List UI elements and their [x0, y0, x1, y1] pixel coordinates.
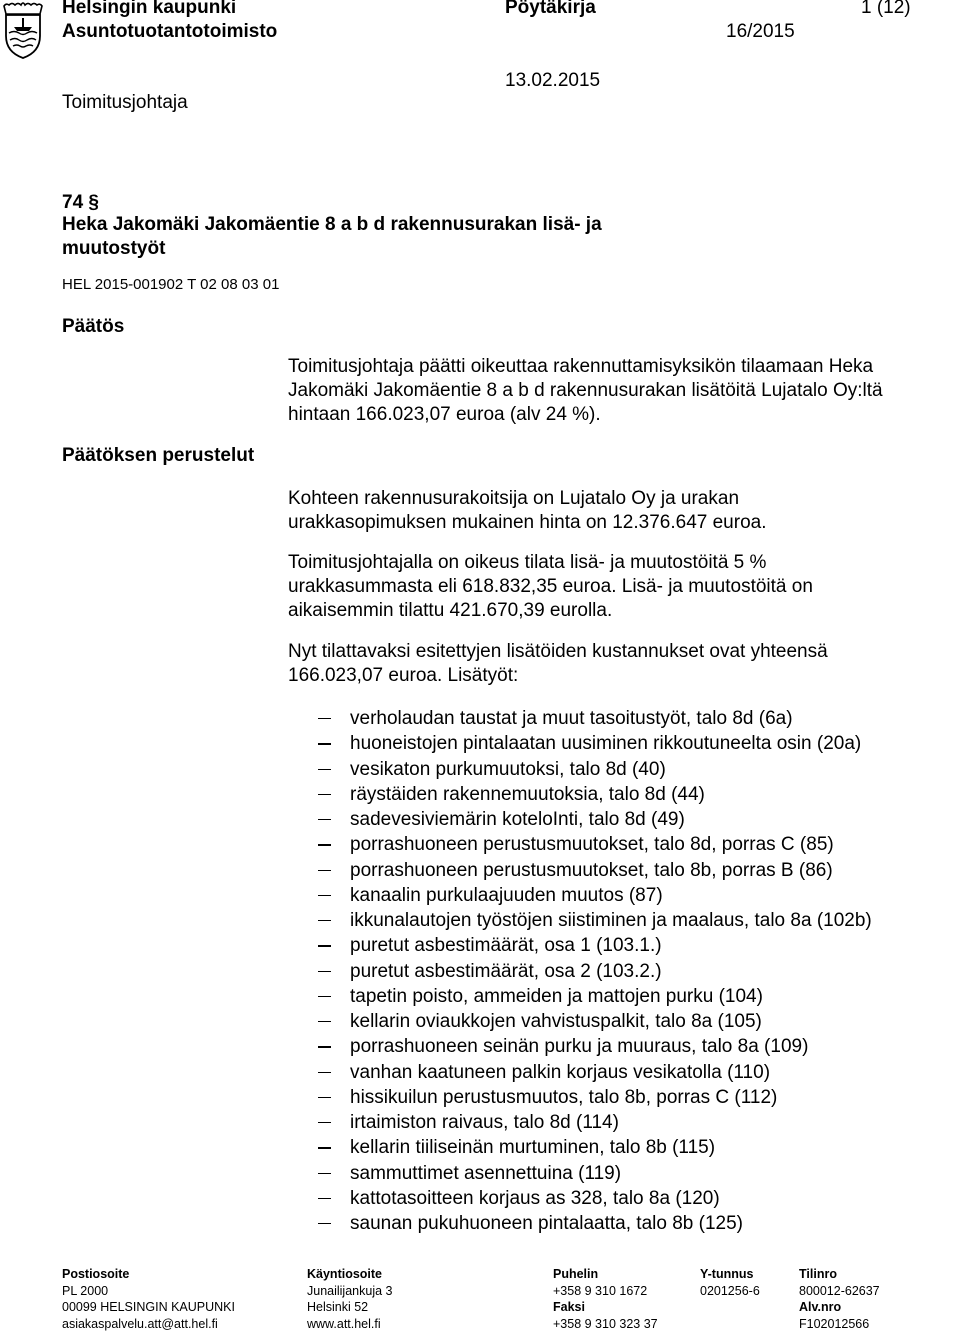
footer-phone [553, 1266, 658, 1332]
section-symbol: § [88, 192, 99, 213]
list-item-text: puretut asbestimäärät, osa 1 (103.1.) [350, 935, 662, 957]
reasons-paragraph [288, 551, 938, 623]
list-item [288, 782, 872, 807]
list-item [288, 807, 872, 832]
list-item-text: vesikaton purkumuutoksi, talo 8d (40) [350, 758, 666, 780]
list-item [288, 1060, 872, 1085]
list-item [288, 1110, 872, 1135]
list-item-text: kattotasoitteen korjaus as 328, talo 8a (120) [350, 1187, 720, 1209]
list-item [288, 883, 872, 908]
footer-value: 800012-62637 [799, 1283, 880, 1298]
footer-email-link[interactable]: asiakaspalvelu.att@att.hel.fi [62, 1316, 218, 1331]
footer-visit [307, 1266, 392, 1332]
list-item [288, 984, 872, 1009]
list-item [288, 1186, 872, 1211]
list-item [288, 1034, 872, 1059]
case-number-value: 74 [62, 192, 84, 213]
dash-bullet-icon [318, 1072, 331, 1073]
list-item [288, 706, 872, 731]
record-id: HEL 2015-001902 T 02 08 03 01 [62, 276, 280, 293]
list-item [288, 832, 872, 857]
list-item [288, 933, 872, 958]
paragraph-line: hintaan 166.023,07 euroa (alv 24 %). [288, 404, 601, 425]
footer-value: 0201256-6 [700, 1283, 760, 1298]
list-item-text: hissikuilun perustusmuutos, talo 8b, porras C (112) [350, 1086, 778, 1108]
dash-bullet-icon [318, 1198, 331, 1199]
list-item-text: verholaudan taustat ja muut tasoitustyöt, talo 8d (6a) [350, 708, 793, 729]
additional-works-list [288, 706, 872, 1236]
footer-label: Postiosoite [62, 1267, 130, 1281]
paragraph-line: Jakomäki Jakomäentie 8 a b d rakennusurakan lisätöitä Lujatalo Oy:ltä [288, 380, 883, 401]
case-title-line: Heka Jakomäki Jakomäentie 8 a b d rakennusurakan lisä- ja [62, 214, 602, 235]
paragraph-line: Nyt tilattavaksi esitettyjen lisätöiden kustannukset ovat yhteensä [288, 641, 828, 662]
list-item-text: vanhan kaatuneen palkin korjaus vesikatolla (110) [350, 1061, 771, 1083]
list-item-text: porrashuoneen seinän purku ja muuraus, talo 8a (109) [350, 1036, 809, 1058]
list-item-text: irtaimiston raivaus, talo 8d (114) [350, 1112, 619, 1133]
footer-value: Helsinki 52 [307, 1300, 369, 1314]
dash-bullet-icon [318, 844, 331, 845]
meeting-date: 13.02.2015 [505, 70, 601, 91]
paragraph-line: 166.023,07 euroa. Lisätyöt: [288, 665, 519, 686]
list-item-text: räystäiden rakennemuutoksia, talo 8d (44) [350, 783, 705, 805]
dash-bullet-icon [318, 1223, 331, 1224]
list-item [288, 959, 872, 984]
footer-label: Y-tunnus [700, 1267, 754, 1281]
dash-bullet-icon [318, 996, 331, 997]
footer-label: Käyntiosoite [307, 1267, 383, 1281]
paragraph-line: Toimitusjohtajalla on oikeus tilata lisä- ja muutostöitä 5 % [288, 552, 767, 573]
list-item [288, 858, 872, 883]
case-title-line: muutostyöt [62, 238, 166, 259]
footer-value: 00099 HELSINGIN KAUPUNKI [62, 1300, 235, 1314]
footer-value: +358 9 310 1672 [553, 1283, 648, 1298]
decision-paragraph [288, 355, 938, 427]
list-item [288, 1009, 872, 1034]
dash-bullet-icon [318, 1147, 331, 1148]
dash-bullet-icon [318, 819, 331, 820]
reasons-heading: Päätöksen perustelut [62, 445, 255, 466]
dash-bullet-icon [318, 718, 331, 719]
dash-bullet-icon [318, 794, 331, 795]
footer-label: Tilinro [799, 1267, 837, 1281]
footer-value: F102012566 [799, 1316, 870, 1331]
list-item-text: porrashuoneen perustusmuutokset, talo 8d, porras C (85) [350, 834, 834, 856]
footer-label: Alv.nro [799, 1300, 842, 1314]
list-item-text: kellarin oviaukkojen vahvistuspalkit, talo 8a (105) [350, 1011, 762, 1032]
list-item-text: kanaalin purkulaajuuden muutos (87) [350, 884, 663, 906]
dash-bullet-icon [318, 1122, 331, 1123]
dash-bullet-icon [318, 945, 331, 946]
list-item [288, 757, 872, 782]
list-item [288, 908, 872, 933]
dash-bullet-icon [318, 769, 331, 770]
list-item-text: sadevesiviemärin koteloInti, talo 8d (49) [350, 809, 685, 830]
footer-value: Junailijankuja 3 [307, 1283, 393, 1298]
list-item [288, 1135, 872, 1160]
paragraph-line: aikaisemmin tilattu 421.670,39 eurolla. [288, 600, 613, 621]
paragraph-line: urakkasopimuksen mukainen hinta on 12.376.647 euroa. [288, 512, 767, 533]
paragraph-line: urakkasummasta eli 618.832,35 euroa. Lisä- ja muutostöitä on [288, 576, 813, 597]
footer-label: Puhelin [553, 1267, 599, 1281]
footer-value: +358 9 310 323 37 [553, 1316, 658, 1331]
dash-bullet-icon [318, 1173, 331, 1174]
case-number [62, 192, 99, 214]
dash-bullet-icon [318, 1097, 331, 1098]
document-type: Pöytäkirja [505, 0, 596, 18]
dash-bullet-icon [318, 743, 331, 744]
dash-bullet-icon [318, 1046, 331, 1047]
list-item [288, 1085, 872, 1110]
dash-bullet-icon [318, 920, 331, 921]
list-item-text: kellarin tiiliseinän murtuminen, talo 8b (115) [350, 1137, 716, 1159]
dash-bullet-icon [318, 870, 331, 871]
dash-bullet-icon [318, 971, 331, 972]
decision-heading: Päätös [62, 316, 125, 337]
list-item-text: porrashuoneen perustusmuutokset, talo 8b, porras B (86) [350, 859, 833, 881]
footer-website-link[interactable]: www.att.hel.fi [307, 1316, 381, 1331]
list-item [288, 1211, 872, 1236]
list-item [288, 1161, 872, 1186]
reasons-paragraph [288, 487, 938, 535]
dash-bullet-icon [318, 1021, 331, 1022]
paragraph-line: Toimitusjohtaja päätti oikeuttaa rakennuttamisyksikön tilaamaan Heka [288, 356, 874, 377]
list-item-text: huoneistojen pintalaatan uusiminen rikkoutuneelta osin (20a) [350, 733, 862, 755]
helsinki-coat-of-arms-icon [0, 0, 46, 60]
paragraph-line: Kohteen rakennusurakoitsija on Lujatalo Oy ja urakan [288, 488, 740, 509]
list-item-text: tapetin poisto, ammeiden ja mattojen purku (104) [350, 985, 763, 1007]
list-item-text: saunan pukuhuoneen pintalaatta, talo 8b (125) [350, 1213, 743, 1234]
reasons-paragraph [288, 640, 938, 688]
list-item [288, 731, 872, 756]
list-item-text: puretut asbestimäärät, osa 2 (103.2.) [350, 960, 662, 982]
org-name: Helsingin kaupunki [62, 0, 237, 18]
list-item-text: ikkunalautojen työstöjen siistiminen ja maalaus, talo 8a (102b) [350, 910, 872, 931]
case-title [62, 213, 682, 261]
footer-ytunnus [700, 1266, 760, 1299]
unit-name: Asuntotuotantotoimisto [62, 21, 278, 42]
footer-value: PL 2000 [62, 1283, 109, 1298]
dash-bullet-icon [318, 895, 331, 896]
footer-postal [62, 1266, 235, 1332]
page-number: 1 (12) [861, 0, 911, 18]
document-number: 16/2015 [726, 21, 795, 42]
list-item-text: sammuttimet asennettuina (119) [350, 1162, 622, 1184]
footer-label: Faksi [553, 1300, 585, 1314]
role-label: Toimitusjohtaja [62, 92, 188, 113]
footer-account [799, 1266, 880, 1332]
